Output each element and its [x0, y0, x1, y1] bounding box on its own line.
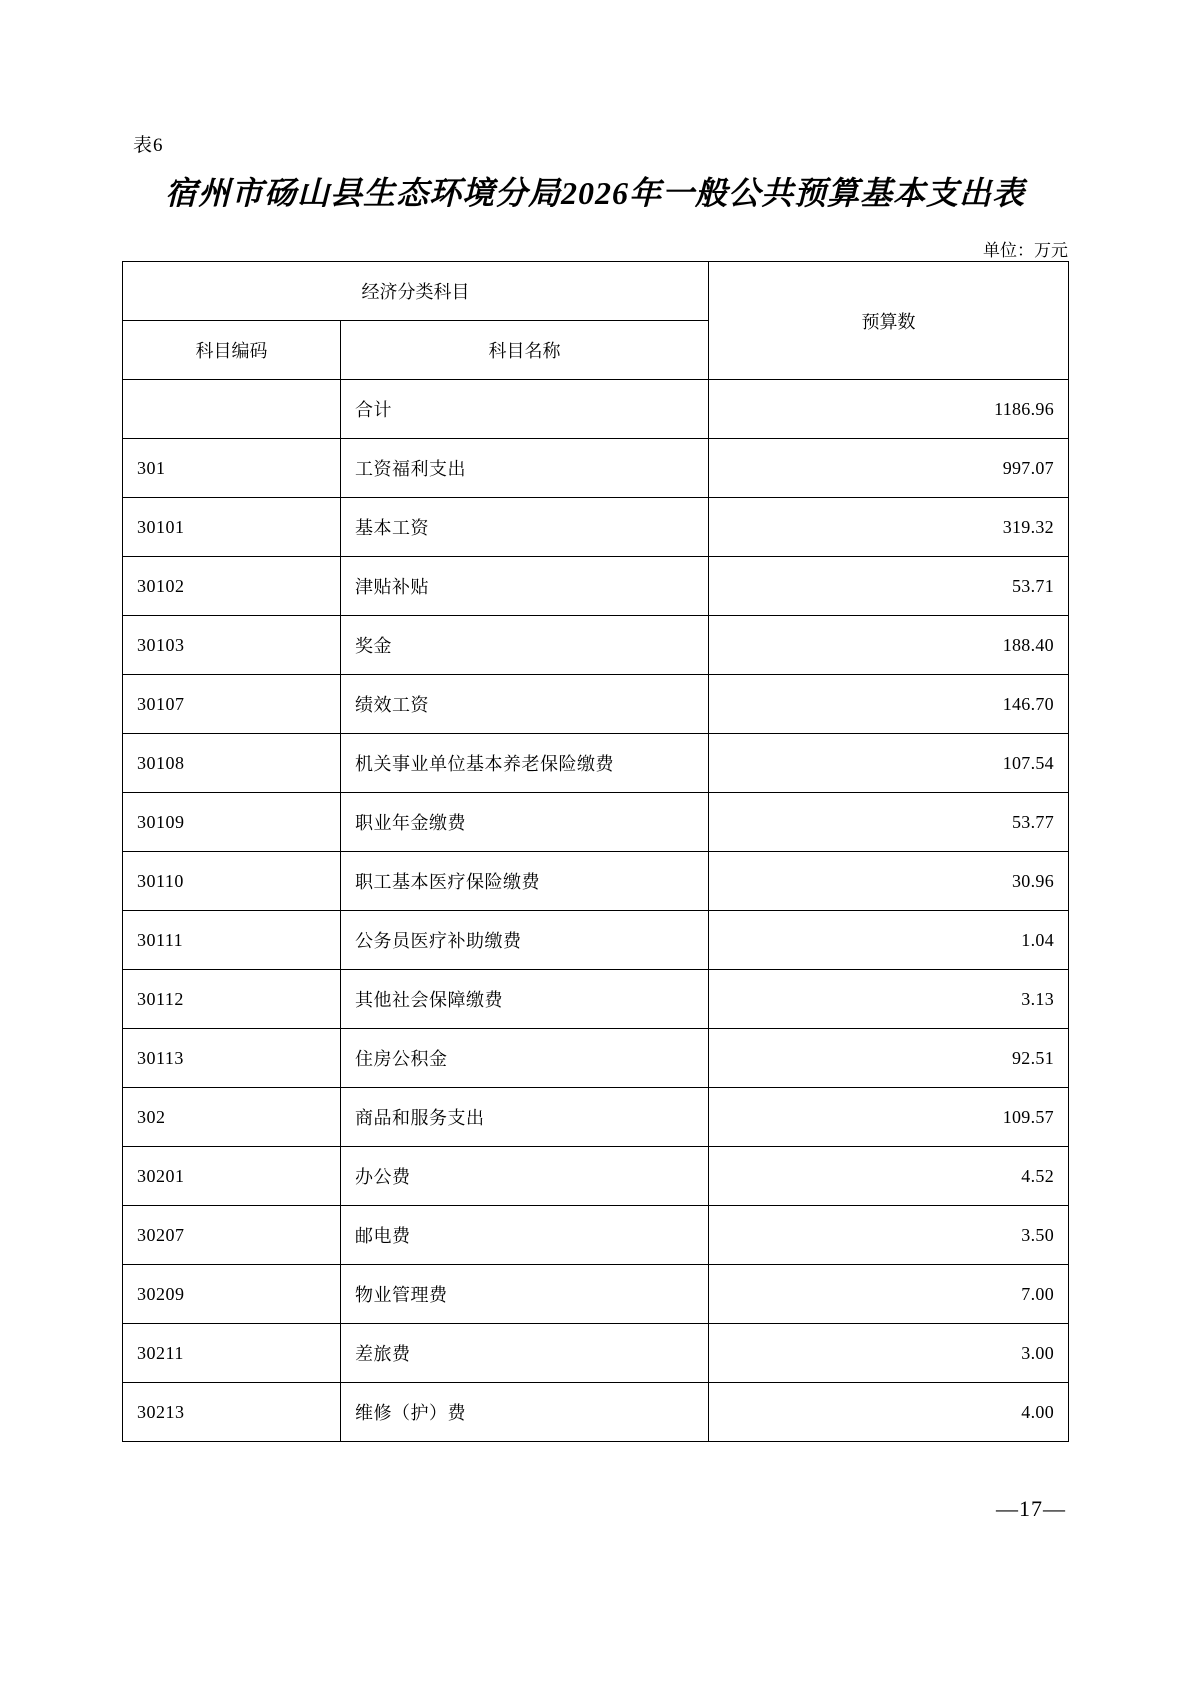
table-row: [123, 1088, 1069, 1147]
cell-amount: 3.13: [709, 970, 1069, 1029]
cell-code: 30103: [123, 616, 341, 675]
table-row: [123, 439, 1069, 498]
table-header: [123, 262, 1069, 380]
table-row: [123, 1029, 1069, 1088]
cell-name: 差旅费: [341, 1324, 709, 1383]
cell-code: 30113: [123, 1029, 341, 1088]
cell-amount: 319.32: [709, 498, 1069, 557]
cell-amount: 92.51: [709, 1029, 1069, 1088]
cell-code: 302: [123, 1088, 341, 1147]
table-row: [123, 675, 1069, 734]
cell-amount: 107.54: [709, 734, 1069, 793]
cell-name: 住房公积金: [341, 1029, 709, 1088]
cell-code: 30108: [123, 734, 341, 793]
cell-code: 30112: [123, 970, 341, 1029]
cell-code: 301: [123, 439, 341, 498]
cell-name: 基本工资: [341, 498, 709, 557]
header-group-economic-classification: 经济分类科目: [123, 262, 709, 321]
cell-code: 30107: [123, 675, 341, 734]
cell-code: 30109: [123, 793, 341, 852]
cell-name: 物业管理费: [341, 1265, 709, 1324]
table-body: [123, 380, 1069, 1442]
cell-name: 工资福利支出: [341, 439, 709, 498]
cell-amount: 4.00: [709, 1383, 1069, 1442]
cell-code: 30213: [123, 1383, 341, 1442]
table-row: [123, 734, 1069, 793]
cell-name: 公务员医疗补助缴费: [341, 911, 709, 970]
cell-amount: 7.00: [709, 1265, 1069, 1324]
cell-name: 商品和服务支出: [341, 1088, 709, 1147]
cell-code: 30201: [123, 1147, 341, 1206]
budget-table: [122, 261, 1069, 1442]
cell-name: 津贴补贴: [341, 557, 709, 616]
cell-code: 30110: [123, 852, 341, 911]
table-row: [123, 1265, 1069, 1324]
cell-code: 30207: [123, 1206, 341, 1265]
table-header-row-group: [123, 262, 1069, 321]
table-label: 表6: [133, 135, 164, 156]
cell-amount: 1.04: [709, 911, 1069, 970]
cell-name: 绩效工资: [341, 675, 709, 734]
cell-amount: 4.52: [709, 1147, 1069, 1206]
cell-amount: 109.57: [709, 1088, 1069, 1147]
cell-amount: 53.71: [709, 557, 1069, 616]
cell-name: 其他社会保障缴费: [341, 970, 709, 1029]
cell-name: 职工基本医疗保险缴费: [341, 852, 709, 911]
cell-name: 办公费: [341, 1147, 709, 1206]
table-row: [123, 970, 1069, 1029]
cell-amount: 3.50: [709, 1206, 1069, 1265]
cell-amount: 997.07: [709, 439, 1069, 498]
cell-code: 30111: [123, 911, 341, 970]
table-row: [123, 1147, 1069, 1206]
cell-amount: 188.40: [709, 616, 1069, 675]
table-row: [123, 1383, 1069, 1442]
cell-name: 职业年金缴费: [341, 793, 709, 852]
table-row: [123, 380, 1069, 439]
table-row: [123, 1324, 1069, 1383]
cell-code: [123, 380, 341, 439]
cell-code: 30209: [123, 1265, 341, 1324]
header-budget-amount: 预算数: [709, 262, 1069, 380]
cell-code: 30211: [123, 1324, 341, 1383]
unit-note: 单位：万元: [983, 241, 1068, 260]
cell-amount: 30.96: [709, 852, 1069, 911]
table-row: [123, 498, 1069, 557]
cell-name: 奖金: [341, 616, 709, 675]
cell-code: 30102: [123, 557, 341, 616]
table-row: [123, 793, 1069, 852]
table-row: [123, 557, 1069, 616]
cell-name: 维修（护）费: [341, 1383, 709, 1442]
cell-name: 邮电费: [341, 1206, 709, 1265]
cell-amount: 146.70: [709, 675, 1069, 734]
cell-code: 30101: [123, 498, 341, 557]
cell-amount: 3.00: [709, 1324, 1069, 1383]
cell-name: 合计: [341, 380, 709, 439]
header-subject-name: 科目名称: [341, 321, 709, 380]
table-row: [123, 1206, 1069, 1265]
cell-amount: 1186.96: [709, 380, 1069, 439]
table-row: [123, 852, 1069, 911]
page-title: 宿州市砀山县生态环境分局2026年一般公共预算基本支出表: [164, 175, 1025, 211]
table-row: [123, 911, 1069, 970]
header-subject-code: 科目编码: [123, 321, 341, 380]
table-row: [123, 616, 1069, 675]
page-number: —17—: [996, 1496, 1066, 1521]
cell-name: 机关事业单位基本养老保险缴费: [341, 734, 709, 793]
cell-amount: 53.77: [709, 793, 1069, 852]
